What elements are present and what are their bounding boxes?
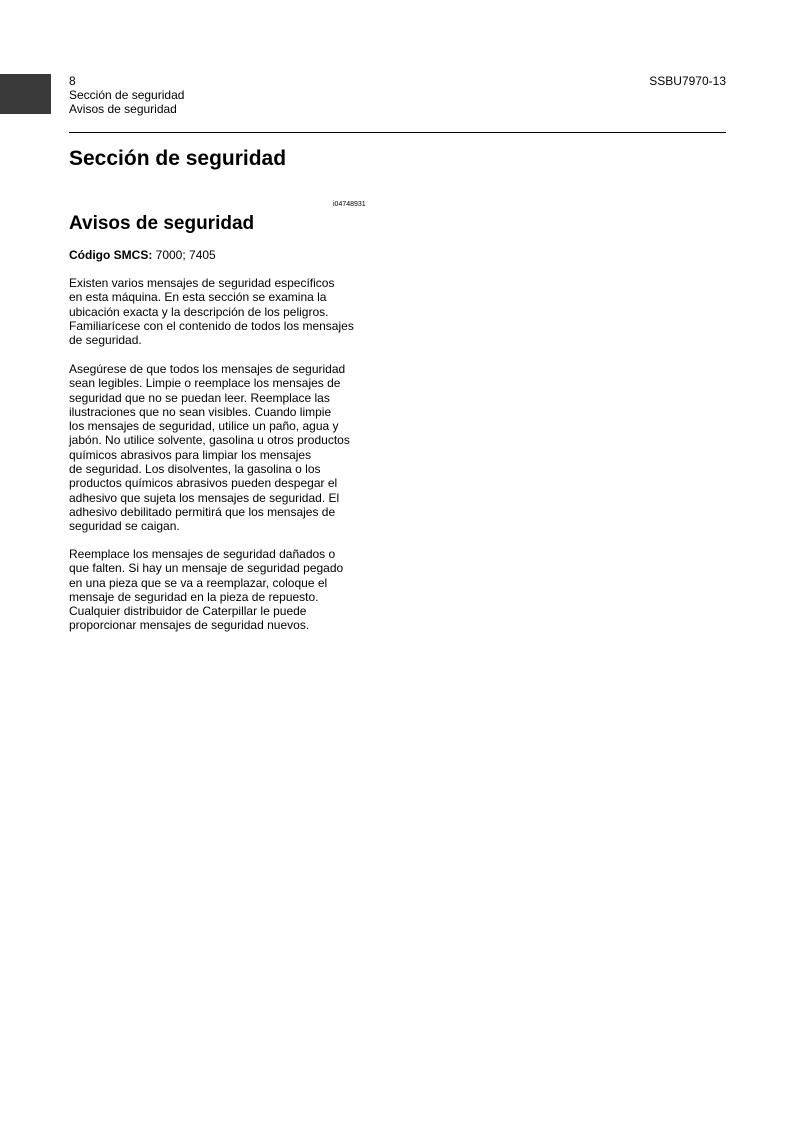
paragraph-line: seguridad se caigan. [69, 519, 180, 534]
paragraph-line: Familiarícese con el contenido de todos los mensajes [69, 318, 354, 333]
header-subsection: Avisos de seguridad [69, 102, 177, 116]
paragraph-line: Asegúrese de que todos los mensajes de seguridad [69, 362, 346, 376]
paragraph-line: Reemplace los mensajes de seguridad dañados o [69, 547, 336, 561]
paragraph-line: ilustraciones que no sean visibles. Cuando limpie [69, 404, 332, 419]
paragraph-line: mensaje de seguridad en la pieza de repuesto. [69, 589, 319, 604]
paragraph-line: de seguridad. [69, 333, 142, 348]
subsection-title: Avisos de seguridad [69, 213, 255, 234]
paragraph-line: productos químicos abrasivos pueden despegar el [69, 476, 338, 491]
paragraph-line: que falten. Si hay un mensaje de seguridad pegado [69, 561, 344, 576]
document-code: SSBU7970-13 [649, 74, 726, 88]
paragraph-line: químicos abrasivos para limpiar los mensajes [69, 447, 312, 462]
smcs-label: Código SMCS: [69, 248, 153, 262]
paragraph-line: adhesivo debilitado permitirá que los mensajes de [69, 504, 336, 519]
paragraph-line: proporcionar mensajes de seguridad nuevos. [69, 618, 310, 633]
paragraph-line: jabón. No utilice solvente, gasolina u otros productos [69, 433, 350, 448]
header-section: Sección de seguridad [69, 88, 185, 102]
page-number: 8 [69, 74, 76, 88]
section-title: Sección de seguridad [69, 147, 287, 170]
paragraph-line: Existen varios mensajes de seguridad específicos [69, 276, 335, 290]
paragraph-1 [69, 276, 389, 347]
paragraph-2 [69, 362, 389, 534]
smcs-code [69, 248, 216, 262]
running-header [69, 74, 184, 116]
smcs-value: 7000; 7405 [152, 248, 216, 262]
header-rule [69, 132, 726, 133]
paragraph-line: adhesivo que sujeta los mensajes de seguridad. El [69, 490, 340, 505]
paragraph-line: seguridad que no se puedan leer. Reemplace las [69, 390, 330, 405]
section-tab-marker [0, 74, 51, 114]
paragraph-line: de seguridad. Los disolventes, la gasolina o los [69, 462, 321, 477]
paragraph-line: Cualquier distribuidor de Caterpillar le puede [69, 604, 307, 619]
paragraph-3 [69, 547, 389, 633]
paragraph-line: ubicación exacta y la descripción de los peligros. [69, 304, 329, 319]
paragraph-line: en esta máquina. En esta sección se examina la [69, 290, 327, 305]
paragraph-line: en una pieza que se va a reemplazar, coloque el [69, 575, 328, 590]
document-id: i04748931 [333, 201, 366, 208]
paragraph-line: los mensajes de seguridad, utilice un paño, agua y [69, 419, 339, 434]
paragraph-line: sean legibles. Limpie o reemplace los mensajes de [69, 376, 341, 391]
